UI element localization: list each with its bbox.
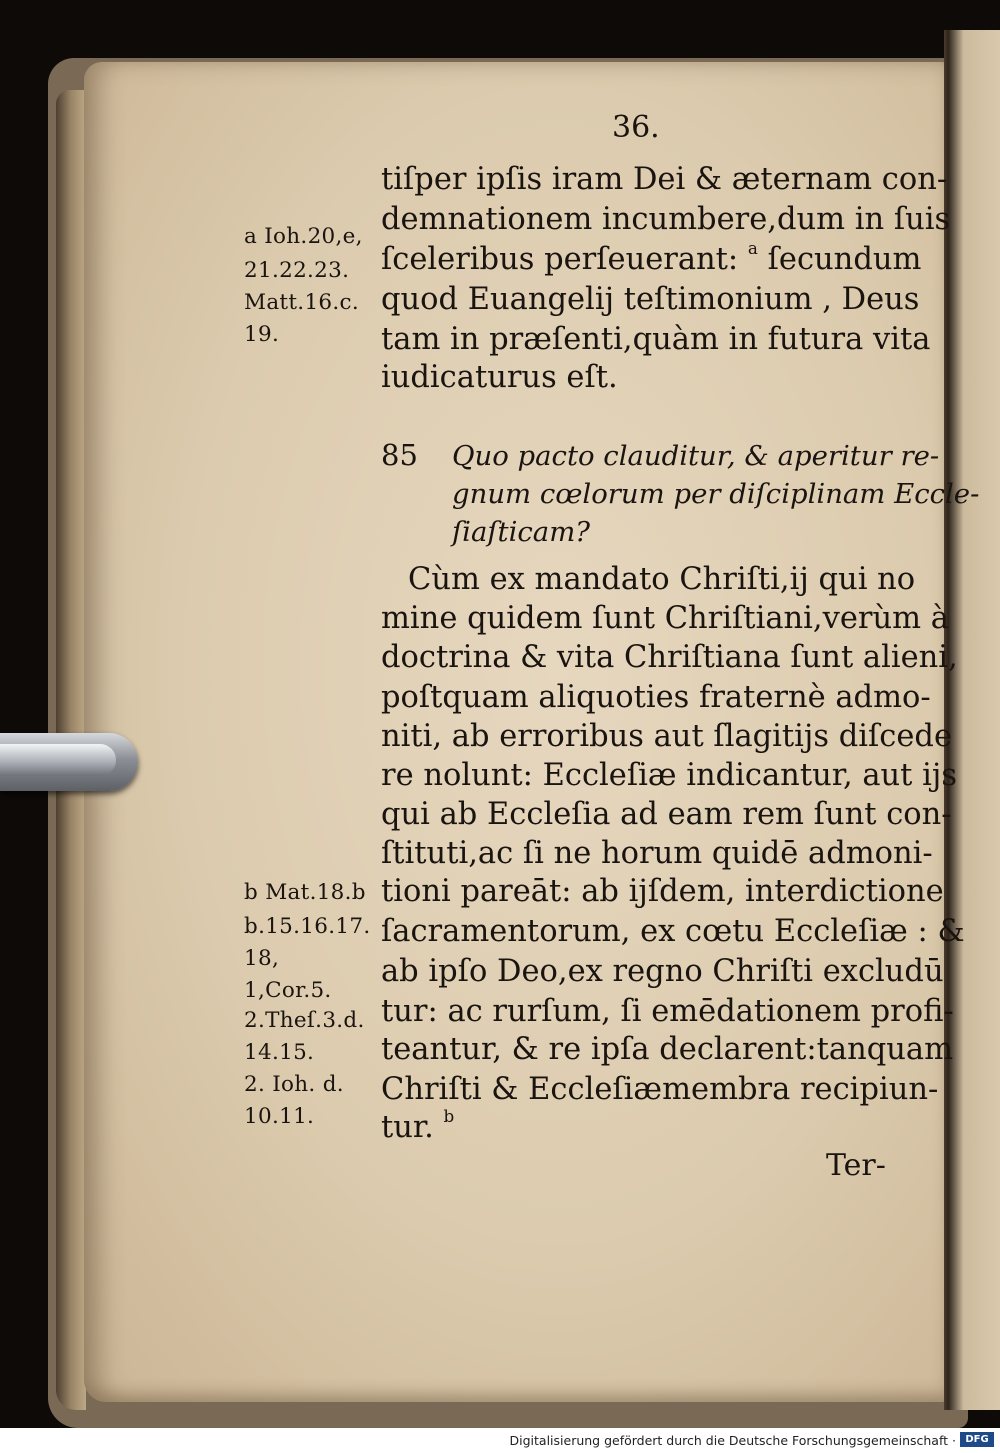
answer-line: ab ipſo Deo,ex regno Chriſti excludū	[381, 954, 944, 989]
body-line: ſceleribus perſeuerant: $^a$ ſecundum	[381, 237, 922, 277]
catchword: Ter-	[826, 1148, 886, 1183]
answer-line: re nolunt: Eccleſiæ indicantur, aut ijs	[381, 758, 957, 793]
answer-line: mine quidem ſunt Chriſtiani,verùm à	[381, 601, 949, 636]
answer-line: Chriſti & Eccleſiæmembra recipiun-	[381, 1072, 939, 1107]
answer-line: niti, ab erroribus aut ſlagitijs diſcede	[381, 719, 952, 754]
margin-note: 10.11.	[244, 1104, 315, 1129]
answer-line: tioni pareāt: ab ijſdem, interdictione	[381, 874, 944, 909]
margin-note: b Mat.18.b	[244, 880, 366, 905]
answer-line: tur. $^b$	[381, 1105, 455, 1145]
page-number: 36.	[612, 110, 660, 145]
margin-note: b.15.16.17.	[244, 914, 371, 939]
answer-line: qui ab Eccleſia ad eam rem ſunt con-	[381, 797, 952, 832]
margin-note: 14.15.	[244, 1040, 315, 1065]
margin-note: 18,	[244, 946, 280, 971]
question-number: 85	[381, 438, 418, 472]
margin-note: Matt.16.c.	[244, 290, 360, 315]
footnote-marker-a: a	[747, 237, 758, 258]
body-line: demnationem incumbere,dum in ſuis	[381, 202, 951, 237]
question-line: gnum cœlorum per diſciplinam Eccle-	[452, 478, 980, 510]
answer-line: poſtquam aliquoties fraternè admo-	[381, 680, 931, 715]
facing-page-edge	[948, 30, 1000, 1410]
margin-note: 19.	[244, 322, 280, 347]
question-line: Quo pacto clauditur, & aperitur re-	[452, 440, 940, 472]
page-clip-highlight	[0, 744, 116, 776]
funding-credit: Digitalisierung gefördert durch die Deutsche Forschungsgemeinschaft ·	[509, 1433, 956, 1448]
margin-note: a Ioh.20,e,	[244, 224, 363, 249]
margin-note: 21.22.23.	[244, 258, 350, 283]
answer-line: Cùm ex mandato Chriſti,ij qui no	[408, 562, 916, 597]
body-line: tam in præſenti,quàm in futura vita	[381, 322, 931, 357]
answer-line: doctrina & vita Chriſtiana ſunt alieni,	[381, 640, 958, 675]
body-line: tiſper ipſis iram Dei & æternam con-	[381, 162, 948, 197]
answer-line: ſtituti,ac ſi ne horum quidē admoni-	[381, 836, 933, 871]
answer-line: teantur, & re ipſa declarent:tanquam	[381, 1032, 954, 1067]
margin-note: 1,Cor.5.	[244, 978, 332, 1003]
margin-note: 2.Theſ.3.d.	[244, 1008, 365, 1033]
answer-line: tur: ac rurſum, ſi emēdationem profi-	[381, 994, 954, 1029]
body-line: quod Euangelij teſtimonium , Deus	[381, 282, 920, 317]
footnote-marker-b: b	[443, 1105, 455, 1126]
dfg-logo-icon: DFG	[960, 1432, 994, 1447]
question-line: ſiaſticam?	[452, 516, 591, 548]
margin-note: 2. Ioh. d.	[244, 1072, 344, 1097]
body-line: iudicaturus eſt.	[381, 360, 618, 395]
answer-line: ſacramentorum, ex cœtu Eccleſiæ : &	[381, 914, 965, 949]
